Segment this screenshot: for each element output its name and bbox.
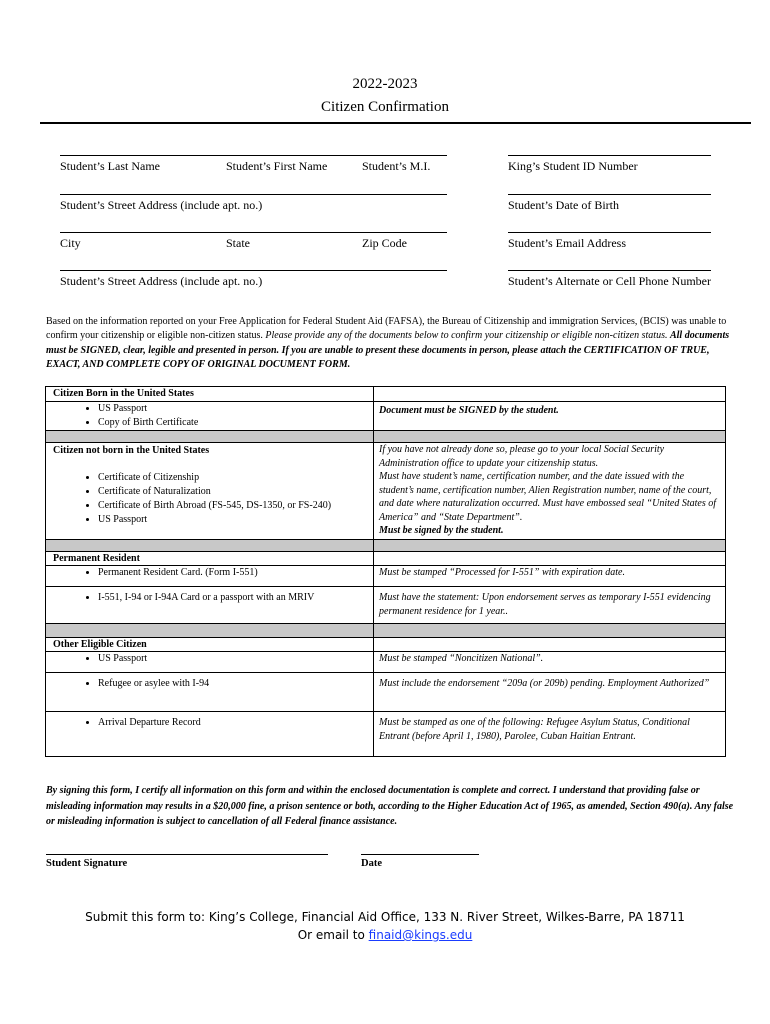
dob-label: Student’s Date of Birth xyxy=(508,198,619,212)
list-item: • US Passport xyxy=(98,513,369,527)
table-row xyxy=(46,587,726,624)
permanent-item-1-cell xyxy=(46,566,374,587)
intro-paragraph xyxy=(46,315,736,372)
table-row xyxy=(46,387,726,402)
table-row xyxy=(46,566,726,587)
form-year: 2022-2023 xyxy=(352,76,418,92)
date-label: Date xyxy=(361,858,382,869)
email-prefix: Or email to xyxy=(297,928,369,942)
gray-band xyxy=(46,431,726,443)
email-instructions xyxy=(0,926,770,944)
form-title: Citizen Confirmation xyxy=(321,99,449,115)
student-id-line[interactable] xyxy=(508,155,711,156)
street-address-2-label: Student’s Street Address (include apt. no.) xyxy=(60,274,263,288)
permanent-item-2-cell xyxy=(46,587,374,624)
table-row xyxy=(46,673,726,712)
list-item: • Certificate of Citizenship xyxy=(98,471,369,485)
phone-line[interactable] xyxy=(508,270,711,271)
empty-cell xyxy=(374,387,726,402)
street-address-line[interactable] xyxy=(60,194,447,195)
dob-line[interactable] xyxy=(508,194,711,195)
mi-label: Student’s M.I. xyxy=(362,159,431,173)
list-item: • US Passport xyxy=(98,402,369,416)
email-label: Student’s Email Address xyxy=(508,236,626,250)
student-id-label: King’s Student ID Number xyxy=(508,159,638,173)
city-state-zip-line[interactable] xyxy=(60,232,447,233)
list-item: • Permanent Resident Card. (Form I-551) xyxy=(98,566,369,580)
table-row xyxy=(46,552,726,566)
list-item: • Certificate of Naturalization xyxy=(98,485,369,499)
table-row xyxy=(46,402,726,431)
list-item: • US Passport xyxy=(98,652,369,666)
permanent-heading: Permanent Resident xyxy=(53,553,140,564)
born-us-note: Document must be SIGNED by the student. xyxy=(374,402,726,431)
street-address-label: Student’s Street Address (include apt. no.) xyxy=(60,198,263,212)
other-item-2-cell xyxy=(46,673,374,712)
signature-label: Student Signature xyxy=(46,858,128,869)
first-name-label: Student’s First Name xyxy=(226,159,328,173)
other-item-1-cell xyxy=(46,652,374,673)
gray-band xyxy=(46,540,726,552)
other-note-2: Must include the endorsement “209a (or 209b) pending. Employment Authorized” xyxy=(374,673,726,712)
last-name-label: Student’s Last Name xyxy=(60,159,160,173)
gray-band xyxy=(46,624,726,638)
permanent-note-2: Must have the statement: Upon endorsement serves as temporary I-551 evidencing permanent residence for 1 year.. xyxy=(374,587,726,624)
name-line[interactable] xyxy=(60,155,447,156)
table-row xyxy=(46,443,726,540)
permanent-note-1: Must be stamped “Processed for I-551” with expiration date. xyxy=(374,566,726,587)
permanent-heading-cell xyxy=(46,552,374,566)
intro-normal: Based on the information reported on your Free Application for Federal Student Aid (FAFSA), the Bureau of Citizenship and immigration Services, (BCIS) was unable to confirm your citizenship or eligible non-citizen status. xyxy=(46,316,727,342)
other-note-3: Must be stamped as one of the following: Refugee Asylum Status, Conditional Entrant (before April 1, 1980), Parolee, Cuban Haitian Entrant. xyxy=(374,712,726,757)
table-row xyxy=(46,652,726,673)
phone-label: Student’s Alternate or Cell Phone Number xyxy=(508,274,711,288)
not-born-us-cell xyxy=(46,443,374,540)
other-heading: Other Eligible Citizen xyxy=(53,639,147,650)
not-born-us-note-2: Must have student’s name, certification number, and the date issued with the student’s name, certification number, Alien Registration number, name of the court, and date where naturalization occurred. Must have embossed seal “United States of America” and “State Department”. xyxy=(379,471,716,523)
not-born-us-heading: Citizen not born in the United States xyxy=(53,445,210,456)
not-born-us-note-1: If you have not already done so, please go to your local Social Security Administration office to update your citizenship status. xyxy=(379,444,665,469)
list-item: • Copy of Birth Certificate xyxy=(98,416,369,430)
born-us-heading: Citizen Born in the United States xyxy=(53,388,194,399)
street-address-2-line[interactable] xyxy=(60,270,447,271)
table-row xyxy=(46,638,726,652)
not-born-us-note-3: Must be signed by the student. xyxy=(379,525,504,536)
certification-statement: By signing this form, I certify all information on this form and within the enclosed documentation is complete and correct. I understand that providing false or misleading information may results in a $20,000 fine, a prison sentence or both, according to the Higher Education Act of 1965, as amended, Section 490(a). Any false or misleading information is subject to cancellation of all Federal finance assistance. xyxy=(46,785,734,827)
intro-italic: Please provide any of the documents below to confirm your citizenship or eligible non-citizen status. xyxy=(265,330,670,342)
list-item: • Certificate of Birth Abroad (FS-545, DS-1350, or FS-240) xyxy=(98,499,369,513)
zip-label: Zip Code xyxy=(362,236,407,250)
email-link[interactable]: finaid@kings.edu xyxy=(368,928,473,942)
other-note-1: Must be stamped “Noncitizen National”. xyxy=(374,652,726,673)
table-row xyxy=(46,712,726,757)
list-item: • Arrival Departure Record xyxy=(98,716,369,730)
empty-cell xyxy=(374,638,726,652)
born-us-heading-cell xyxy=(46,387,374,402)
city-label: City xyxy=(60,236,81,250)
list-item: • I-551, I-94 or I-94A Card or a passport with an MRIV xyxy=(98,591,369,605)
submit-instructions: Submit this form to: King’s College, Financial Aid Office, 133 N. River Street, Wilkes-Barre, PA 18711 xyxy=(85,910,685,924)
not-born-us-notes xyxy=(374,443,726,540)
date-line[interactable] xyxy=(361,854,479,855)
other-heading-cell xyxy=(46,638,374,652)
email-line[interactable] xyxy=(508,232,711,233)
title-rule xyxy=(40,122,751,124)
other-item-3-cell xyxy=(46,712,374,757)
empty-cell xyxy=(374,552,726,566)
intro-bold: All documents must be SIGNED, clear, legible and presented in person. If you are unable to present these documents in person, please attach the CERTIFICATION OF TRUE, EXACT, AND COMPLETE COPY OF ORIGINAL DOCUMENT FORM. xyxy=(46,330,730,370)
signature-line[interactable] xyxy=(46,854,328,855)
list-item: • Refugee or asylee with I-94 xyxy=(98,677,369,691)
state-label: State xyxy=(226,236,250,250)
documents-table xyxy=(45,386,726,757)
born-us-items-cell xyxy=(46,402,374,431)
